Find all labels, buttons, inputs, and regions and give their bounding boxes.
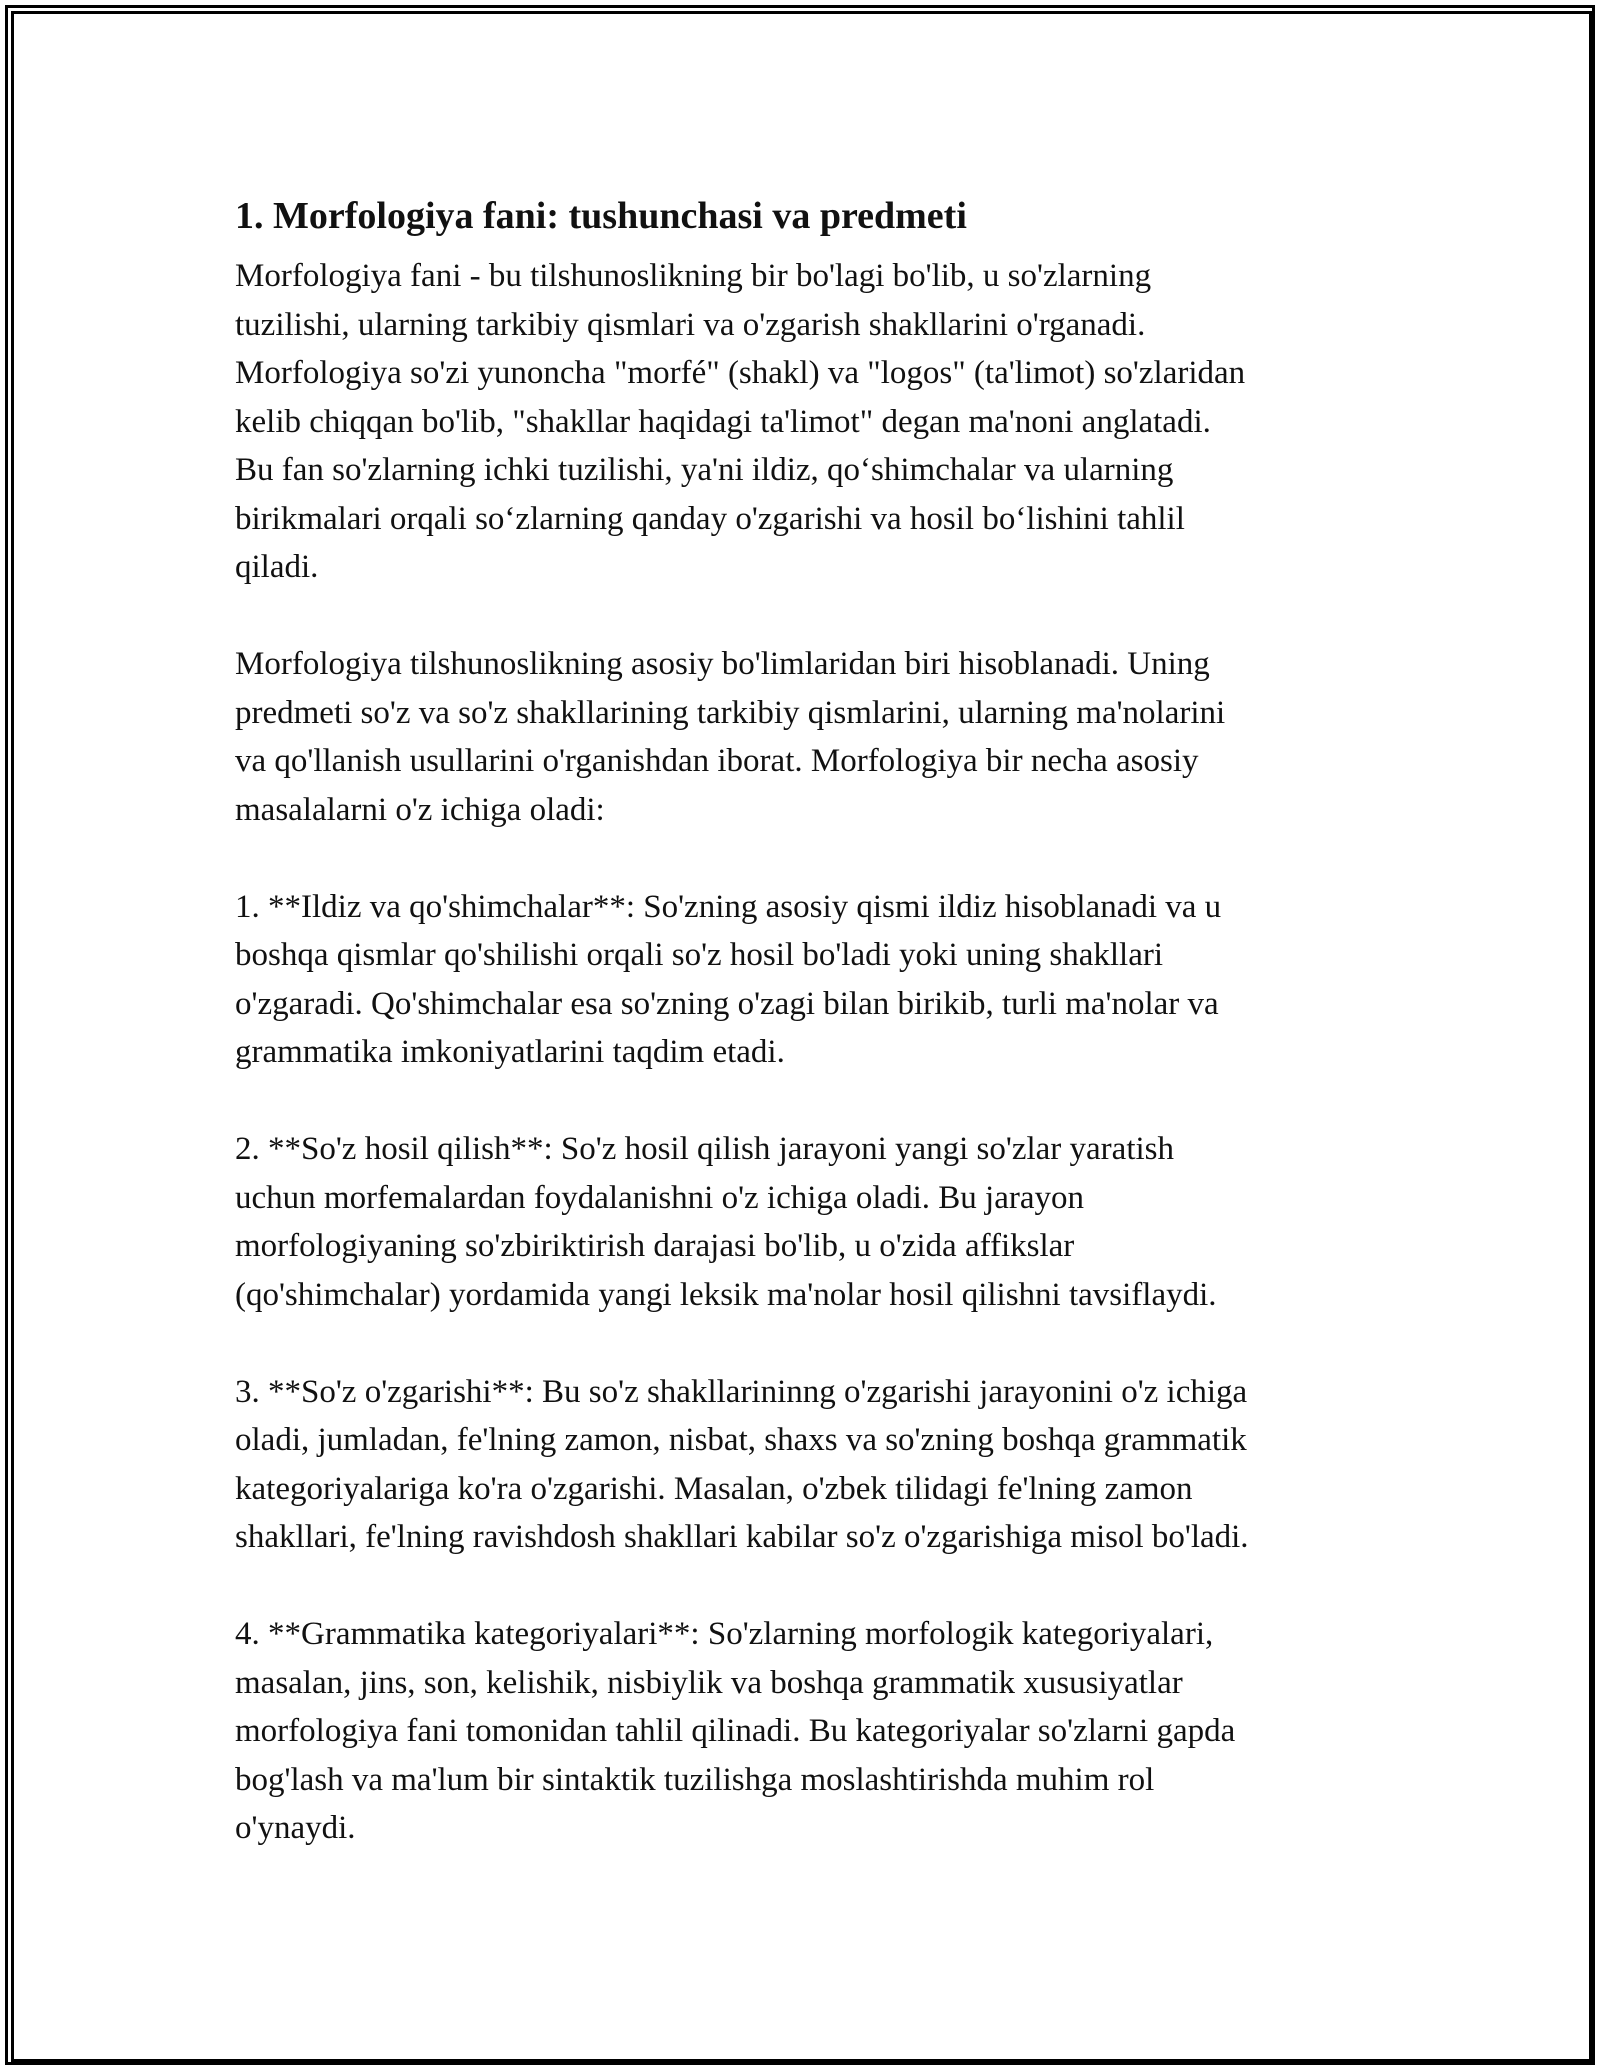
list-item-grammatical-categories: 4. **Grammatika kategoriyalari**: So'zlarning morfologik kategoriyalari, masalan, jins, son, kelishik, nisbiylik va boshqa grammatik xususiyatlar morfologiya fani tomonidan tahlil qilinadi. Bu kategoriyalar so'zlarni gapda bog'lash va ma'lum bir sintaktik tuzilishga moslashtirishda muhim rol o'ynaydi. [235, 1616, 1236, 1846]
document-title: 1. Morfologiya fani: tushunchasi va predmeti [235, 195, 967, 237]
list-item-inflection: 3. **So'z o'zgarishi**: Bu so'z shakllarininng o'zgarishi jarayonini o'z ichiga oladi, jumladan, fe'lning zamon, nisbat, shaxs va so'zning boshqa grammatik kategoriyalariga ko'ra o'zgarishi. Masalan, o'zbek tilidagi fe'lning zamon shakllari, fe'lning ravishdosh shakllari kabilar so'z o'zgarishiga misol bo'ladi. [235, 1373, 1249, 1555]
document-body [235, 192, 1375, 1853]
paragraph-subject: Morfologiya tilshunoslikning asosiy bo'limlaridan biri hisoblanadi. Uning predmeti so'z va so'z shakllarining tarkibiy qismlarini, ularning ma'nolarini va qo'llanish usullarini o'rganishdan iborat. Morfologiya bir necha asosiy masalalarni o'z ichiga oladi: [235, 646, 1226, 828]
list-item-word-formation: 2. **So'z hosil qilish**: So'z hosil qilish jarayoni yangi so'zlar yaratish uchun morfemalardan foydalanishni o'z ichiga oladi. Bu jarayon morfologiyaning so'zbiriktirish darajasi bo'lib, u o'zida affikslar (qo'shimchalar) yordamida yangi leksik ma'nolar hosil qilishni tavsiflaydi. [235, 1131, 1217, 1313]
list-item-roots-affixes: 1. **Ildiz va qo'shimchalar**: So'zning asosiy qismi ildiz hisoblanadi va u boshqa qismlar qo'shilishi orqali so'z hosil bo'ladi yoki uning shakllari o'zgaradi. Qo'shimchalar esa so'zning o'zagi bilan birikib, turli ma'nolar va grammatika imkoniyatlarini taqdim etadi. [235, 888, 1222, 1070]
paragraph-definition: Morfologiya fani - bu tilshunoslikning bir bo'lagi bo'lib, u so'zlarning tuzilishi, ularning tarkibiy qismlari va o'zgarish shakllarini o'rganadi. Morfologiya so'zi yunoncha "morfé" (shakl) va "logos" (ta'limot) so'zlaridan kelib chiqqan bo'lib, "shakllar haqidagi ta'limot" degan ma'noni anglatadi. Bu fan so'zlarning ichki tuzilishi, ya'ni ildiz, qo‘shimchalar va ularning birikmalari orqali so‘zlarning qanday o'zgarishi va hosil bo‘lishini tahlil qiladi. [235, 258, 1246, 585]
